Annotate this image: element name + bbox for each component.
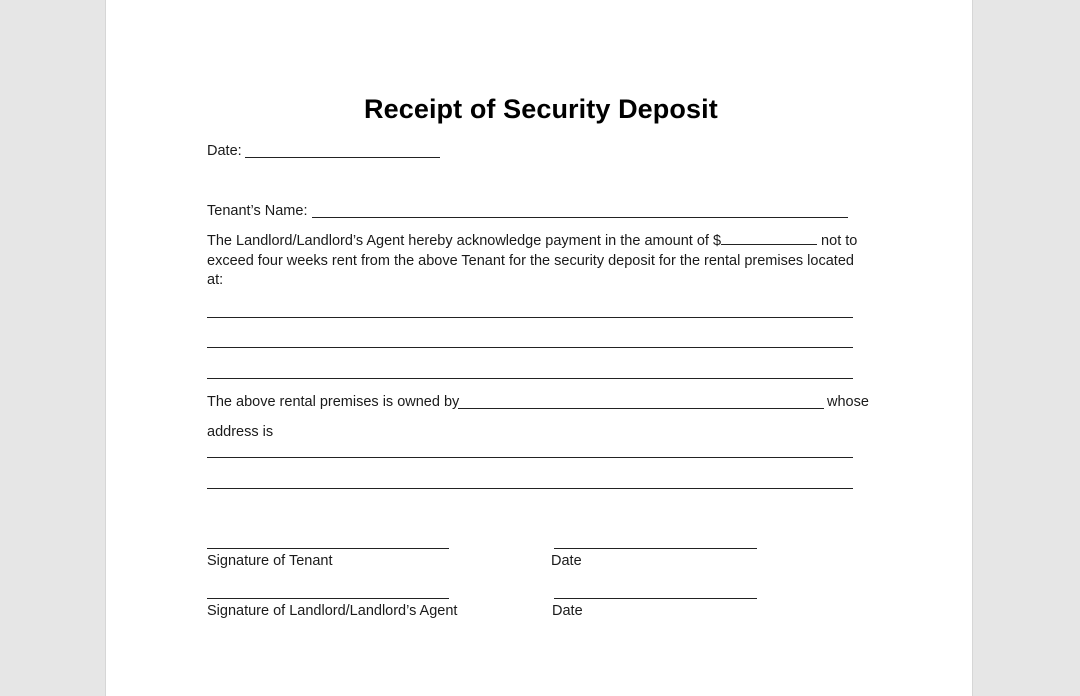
acknowledgement-text-part1: The Landlord/Landlord’s Agent hereby acknowledge payment in the amount of $	[207, 233, 722, 249]
date-field-line[interactable]	[245, 157, 440, 158]
acknowledgement-text-part2: not to exceed four weeks rent from the above Tenant for the security deposit for the rental premises located at:	[207, 233, 858, 288]
amount-field-line[interactable]	[721, 232, 817, 245]
landlord-signature-field-line[interactable]	[207, 598, 449, 599]
document-page	[105, 0, 973, 696]
signature-landlord-label: Signature of Landlord/Landlord’s Agent	[207, 603, 458, 619]
address-is-label: address is	[207, 424, 274, 440]
date-label-landlord: Date	[552, 603, 583, 619]
signature-tenant-label: Signature of Tenant	[207, 553, 333, 569]
owned-by-label: The above rental premises is owned by	[207, 394, 460, 410]
tenant-signature-date-field-line[interactable]	[554, 548, 757, 549]
document-title: Receipt of Security Deposit	[364, 94, 718, 124]
tenant-signature-field-line[interactable]	[207, 548, 449, 549]
owner-address-line-2[interactable]	[207, 488, 853, 489]
tenant-name-field-line[interactable]	[312, 217, 848, 218]
date-label: Date:	[207, 143, 242, 159]
landlord-signature-date-field-line[interactable]	[554, 598, 757, 599]
tenant-name-label: Tenant’s Name:	[207, 203, 308, 219]
acknowledgement-paragraph	[207, 232, 867, 291]
premises-address-line-3[interactable]	[207, 378, 853, 379]
date-label-tenant: Date	[551, 553, 582, 569]
owner-address-line-1[interactable]	[207, 457, 853, 458]
whose-label: whose	[827, 394, 869, 410]
premises-address-line-1[interactable]	[207, 317, 853, 318]
premises-address-line-2[interactable]	[207, 347, 853, 348]
owner-name-field-line[interactable]	[458, 408, 824, 409]
